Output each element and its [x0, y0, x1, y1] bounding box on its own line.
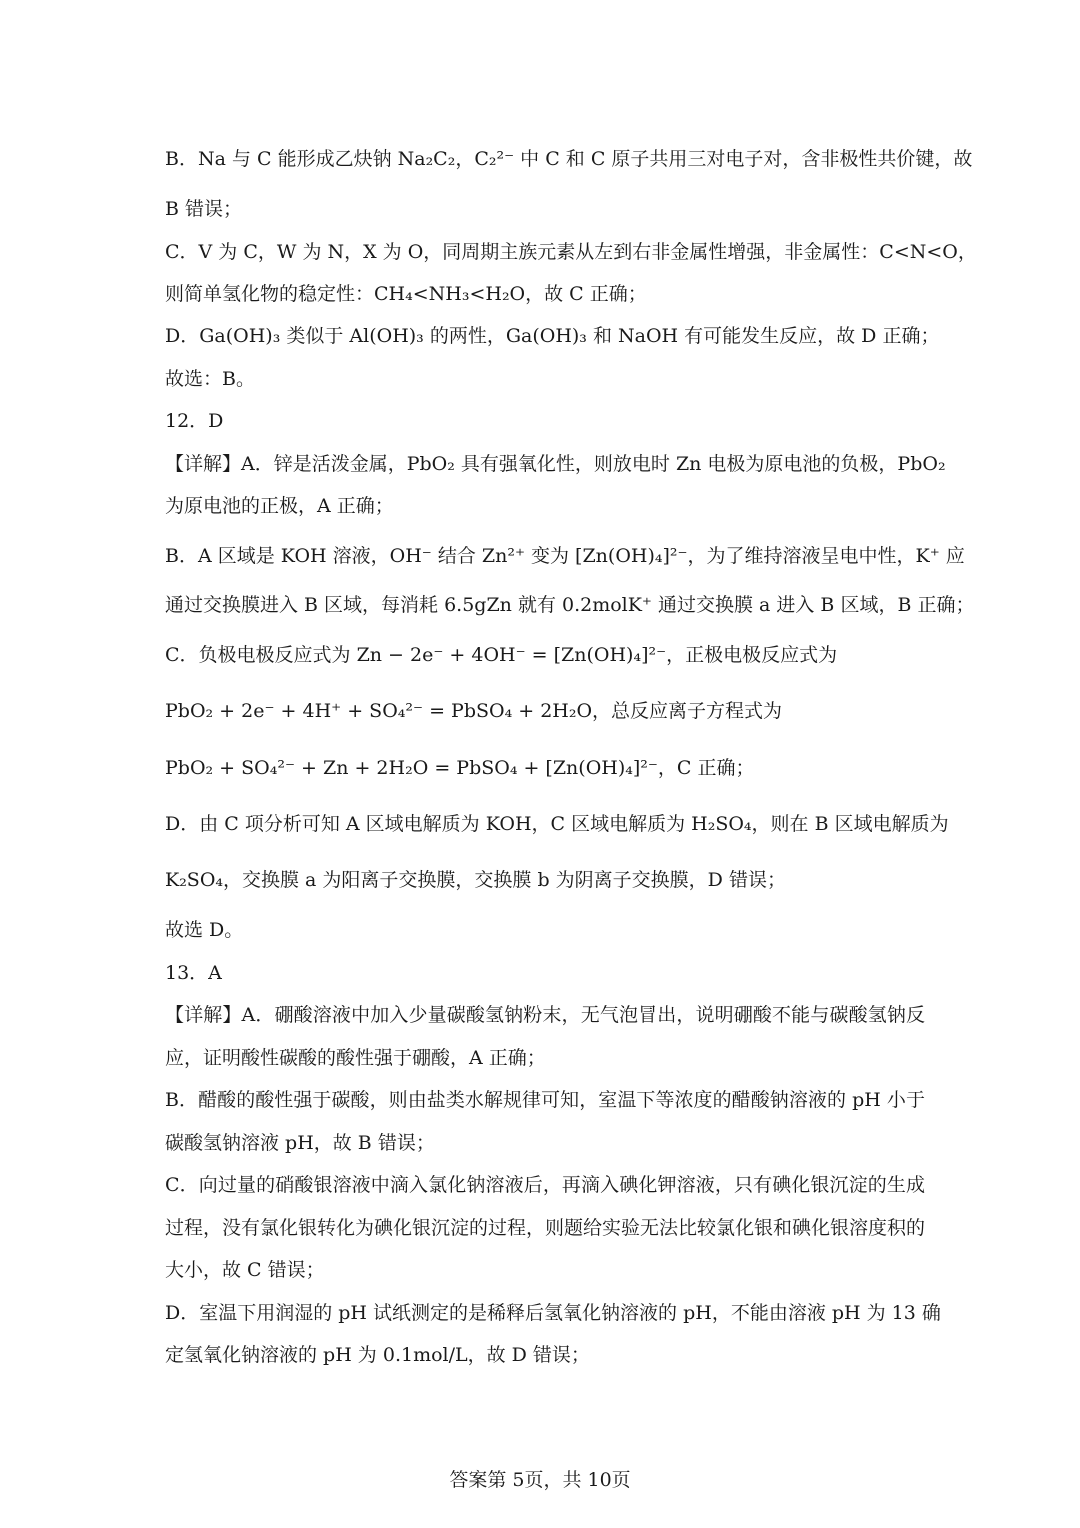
text-line: K₂SO₄，交换膜 a 为阳离子交换膜，交换膜 b 为阴离子交换膜，D 错误； [165, 869, 786, 891]
equation-line: C．负极电极反应式为 Zn − 2e⁻ + 4OH⁻ = [Zn(OH)₄]²⁻，正极电极反应式为 [165, 644, 838, 666]
equation-line: PbO₂ + SO₄²⁻ + Zn + 2H₂O = PbSO₄ + [Zn(OH)₄]²⁻，C 正确； [165, 757, 755, 779]
text-line: 【详解】A．硼酸溶液中加入少量碳酸氢钠粉末，无气泡冒出，说明硼酸不能与碳酸氢钠反 [165, 1004, 925, 1026]
page-footer: 答案第 5页，共 10页 [449, 1469, 631, 1491]
text-line: B 错误； [165, 198, 243, 220]
text-line: D．Ga(OH)₃ 类似于 Al(OH)₃ 的两性，Ga(OH)₃ 和 NaOH 有可能发生反应，故 D 正确； [165, 325, 940, 347]
equation-line: PbO₂ + 2e⁻ + 4H⁺ + SO₄²⁻ = PbSO₄ + 2H₂O，总反应离子方程式为 [165, 700, 783, 722]
text-line: B．A 区域是 KOH 溶液，OH⁻ 结合 Zn²⁺ 变为 [Zn(OH)₄]²⁻，为了维持溶液呈电中性，K⁺ 应 [165, 545, 965, 567]
text-line: 故选 D。 [165, 919, 244, 941]
text-line: 定氢氧化钠溶液的 pH 为 0.1mol/L，故 D 错误； [165, 1344, 590, 1366]
text-line: B．Na 与 C 能形成乙炔钠 Na₂C₂，C₂²⁻ 中 C 和 C 原子共用三对电子对，含非极性共价键，故 [165, 148, 973, 170]
text-line: 则简单氢化物的稳定性：CH₄<NH₃<H₂O，故 C 正确； [165, 283, 647, 305]
question-number: 13．A [165, 962, 222, 984]
text-line: C．V 为 C，W 为 N，X 为 O，同周期主族元素从左到右非金属性增强，非金属性：C<N<O， [165, 241, 977, 263]
text-line: 为原电池的正极，A 正确； [165, 495, 394, 517]
text-line: D．室温下用润湿的 pH 试纸测定的是稀释后氢氧化钠溶液的 pH，不能由溶液 pH 为 13 确 [165, 1302, 941, 1324]
text-line: 过程，没有氯化银转化为碘化银沉淀的过程，则题给实验无法比较氯化银和碘化银溶度积的 [165, 1217, 926, 1239]
text-line: 大小，故 C 错误； [165, 1259, 325, 1281]
text-line: 【详解】A．锌是活泼金属，PbO₂ 具有强氧化性，则放电时 Zn 电极为原电池的负极，PbO₂ [165, 453, 946, 475]
text-line: 通过交换膜进入 B 区域，每消耗 6.5gZn 就有 0.2molK⁺ 通过交换膜 a 进入 B 区域，B 正确； [165, 594, 975, 616]
text-line: C．向过量的硝酸银溶液中滴入氯化钠溶液后，再滴入碘化钾溶液，只有碘化银沉淀的生成 [165, 1174, 925, 1196]
question-number: 12．D [165, 410, 224, 432]
text-line: B．醋酸的酸性强于碳酸，则由盐类水解规律可知，室温下等浓度的醋酸钠溶液的 pH 小于 [165, 1089, 925, 1111]
text-line: D．由 C 项分析可知 A 区域电解质为 KOH，C 区域电解质为 H₂SO₄，则在 B 区域电解质为 [165, 813, 949, 835]
text-line: 应，证明酸性碳酸的酸性强于硼酸，A 正确； [165, 1047, 546, 1069]
text-line: 故选：B。 [165, 368, 255, 390]
text-line: 碳酸氢钠溶液 pH，故 B 错误； [165, 1132, 435, 1154]
